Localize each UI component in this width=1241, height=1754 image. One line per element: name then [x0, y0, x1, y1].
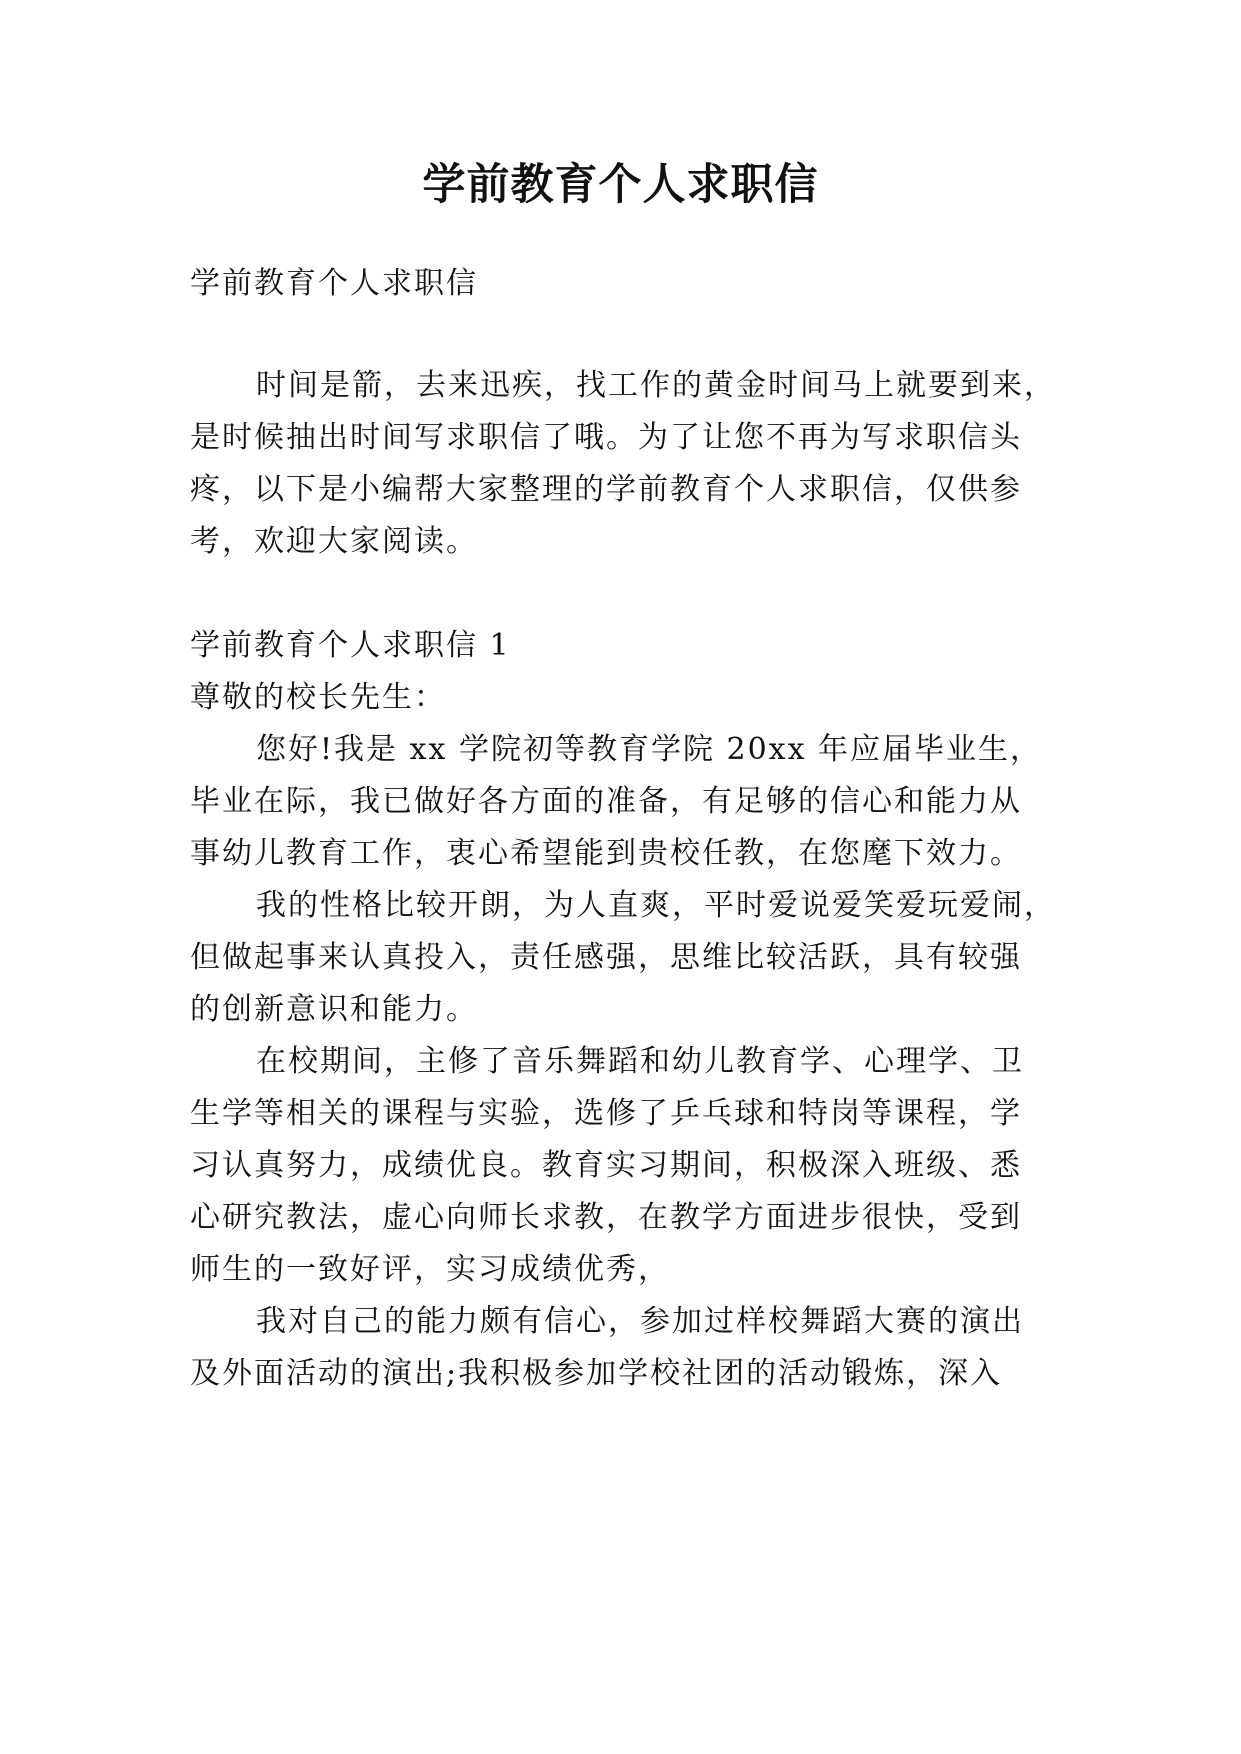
- paragraph1-line-3: 事幼儿教育工作，衷心希望能到贵校任教，在您麾下效力。: [190, 836, 1022, 871]
- salutation: 尊敬的校长先生：: [190, 680, 446, 715]
- paragraph3-line-1: 在校期间，主修了音乐舞蹈和幼儿教育学、心理学、卫: [256, 1044, 1024, 1079]
- paragraph2-line-3: 的创新意识和能力。: [190, 992, 478, 1027]
- paragraph3-line-3: 习认真努力，成绩优良。教育实习期间，积极深入班级、悉: [190, 1148, 1022, 1183]
- paragraph2-line-1: 我的性格比较开朗，为人直爽，平时爱说爱笑爱玩爱闹，: [256, 888, 1056, 923]
- intro-line-4: 考，欢迎大家阅读。: [190, 524, 478, 559]
- section-heading: 学前教育个人求职信 1: [190, 628, 511, 663]
- paragraph2-line-2: 但做起事来认真投入，责任感强，思维比较活跃，具有较强: [190, 940, 1022, 975]
- intro-line-1: 时间是箭，去来迅疾，找工作的黄金时间马上就要到来，: [256, 368, 1056, 403]
- intro-line-2: 是时候抽出时间写求职信了哦。为了让您不再为写求职信头: [190, 420, 1022, 455]
- paragraph4-line-1: 我对自己的能力颇有信心，参加过样校舞蹈大赛的演出: [256, 1304, 1024, 1339]
- paragraph4-line-2: 及外面活动的演出;我积极参加学校社团的活动锻炼，深入: [190, 1356, 1003, 1391]
- paragraph1-line-2: 毕业在际，我已做好各方面的准备，有足够的信心和能力从: [190, 784, 1022, 819]
- paragraph3-line-4: 心研究教法，虚心向师长求教，在教学方面进步很快，受到: [190, 1200, 1022, 1235]
- document-title: 学前教育个人求职信: [422, 160, 819, 210]
- paragraph3-line-5: 师生的一致好评，实习成绩优秀，: [190, 1252, 670, 1287]
- paragraph3-line-2: 生学等相关的课程与实验，选修了乒乓球和特岗等课程，学: [190, 1096, 1022, 1131]
- paragraph1-line-1: 您好!我是 xx 学院初等教育学院 20xx 年应届毕业生，: [256, 732, 1043, 767]
- intro-line-3: 疼，以下是小编帮大家整理的学前教育个人求职信，仅供参: [190, 472, 1022, 507]
- document-subtitle: 学前教育个人求职信: [190, 266, 478, 301]
